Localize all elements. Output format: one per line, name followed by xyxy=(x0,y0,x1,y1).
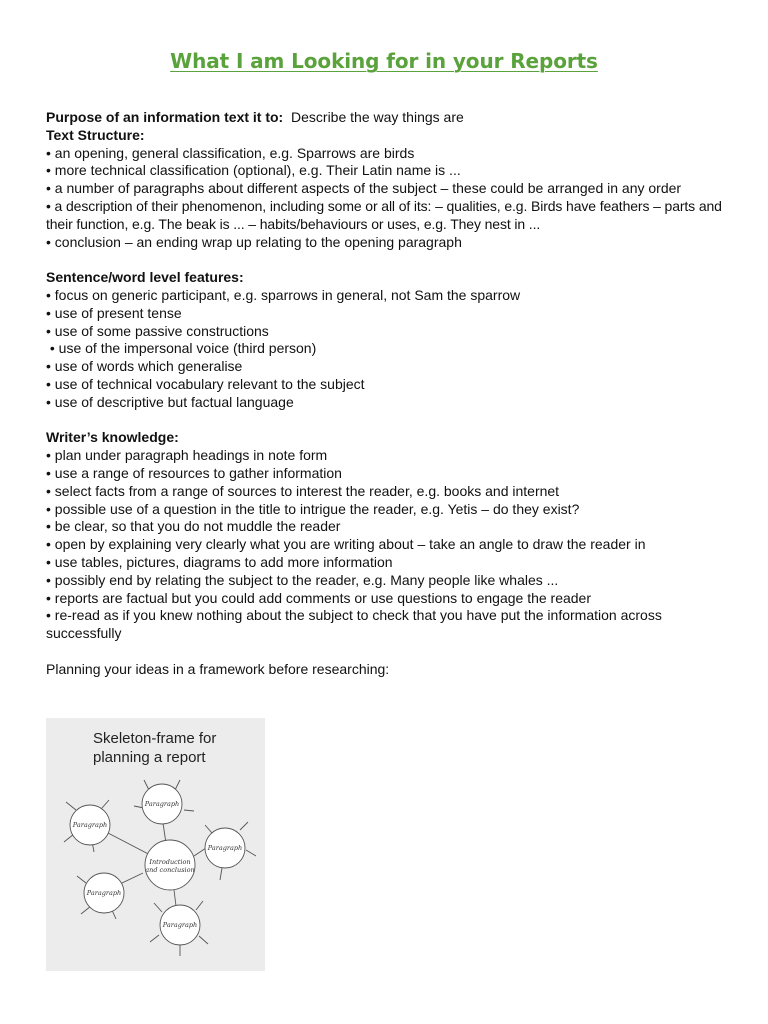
list-item: • use of the impersonal voice (third person) xyxy=(46,340,317,357)
list-item: • open by explaining very clearly what you are writing about – take an angle to draw the reader in xyxy=(46,536,646,553)
list-item: • a number of paragraphs about different aspects of the subject – these could be arranged in any order xyxy=(46,180,682,197)
list-item: • use of words which generalise xyxy=(46,358,243,375)
spacer xyxy=(46,251,736,269)
list-item: • be clear, so that you do not muddle the reader xyxy=(46,518,341,535)
list-item: • more technical classification (optional), e.g. Their Latin name is ... xyxy=(46,162,461,179)
purpose-label: Purpose of an information text it to: xyxy=(46,109,284,125)
document-body xyxy=(46,109,736,679)
node-label: Paragraph xyxy=(207,844,243,852)
node-label: Paragraph xyxy=(86,889,122,897)
purpose-line xyxy=(46,109,736,127)
list-item: • reports are factual but you could add comments or use questions to engage the reader xyxy=(46,589,592,606)
connector-line xyxy=(120,873,143,884)
node-label: Paragraph xyxy=(144,800,180,808)
writers-knowledge-heading: Writer’s knowledge: xyxy=(46,429,179,446)
purpose-value: Describe the way things are xyxy=(291,109,464,125)
list-item: • an opening, general classification, e.g. Sparrows are birds xyxy=(46,144,415,161)
text-structure-heading: Text Structure: xyxy=(46,126,145,143)
sentence-features-heading: Sentence/word level features: xyxy=(46,269,244,286)
list-item: • possibly end by relating the subject to the reader, e.g. Many people like whales ... xyxy=(46,571,559,588)
center-label-line2: and conclusion xyxy=(145,866,195,874)
list-item: • focus on generic participant, e.g. sparrows in general, not Sam the sparrow xyxy=(46,286,521,303)
node-label: Paragraph xyxy=(72,821,108,829)
skeleton-frame-image xyxy=(46,718,265,971)
list-item: • use of technical vocabulary relevant to the subject xyxy=(46,375,365,392)
list-item: • a description of their phenomenon, including some or all of its: – qualities, e.g. Birds have feathers – parts and their function, e.g. The beak is ... – habits/behaviours or uses, e.g. They nest in ... xyxy=(46,197,722,232)
list-item: • use a range of resources to gather information xyxy=(46,464,342,481)
list-item: • use tables, pictures, diagrams to add more information xyxy=(46,553,393,570)
list-item: • use of present tense xyxy=(46,304,182,321)
list-item: • plan under paragraph headings in note form xyxy=(46,447,328,464)
list-item: • possible use of a question in the title to intrigue the reader, e.g. Yetis – do they exist? xyxy=(46,500,580,517)
connector-line xyxy=(174,890,176,906)
list-item: • use of some passive constructions xyxy=(46,322,269,339)
list-item: • select facts from a range of sources to interest the reader, e.g. books and internet xyxy=(46,482,560,499)
spacer xyxy=(46,412,736,430)
list-item: • use of descriptive but factual language xyxy=(46,393,294,410)
planning-line: Planning your ideas in a framework before researching: xyxy=(46,660,390,677)
page-title: What I am Looking for in your Reports xyxy=(170,49,598,73)
list-item: • conclusion – an ending wrap up relating to the opening paragraph xyxy=(46,233,462,250)
skeleton-frame-title: Skeleton-frame for planning a report xyxy=(93,730,217,766)
spacer xyxy=(46,643,736,661)
list-item: • re-read as if you knew nothing about the subject to check that you have put the information across successfully xyxy=(46,607,662,642)
center-label-line1: Introduction xyxy=(149,858,191,866)
node-label: Paragraph xyxy=(162,921,198,929)
connector-line xyxy=(194,848,206,856)
